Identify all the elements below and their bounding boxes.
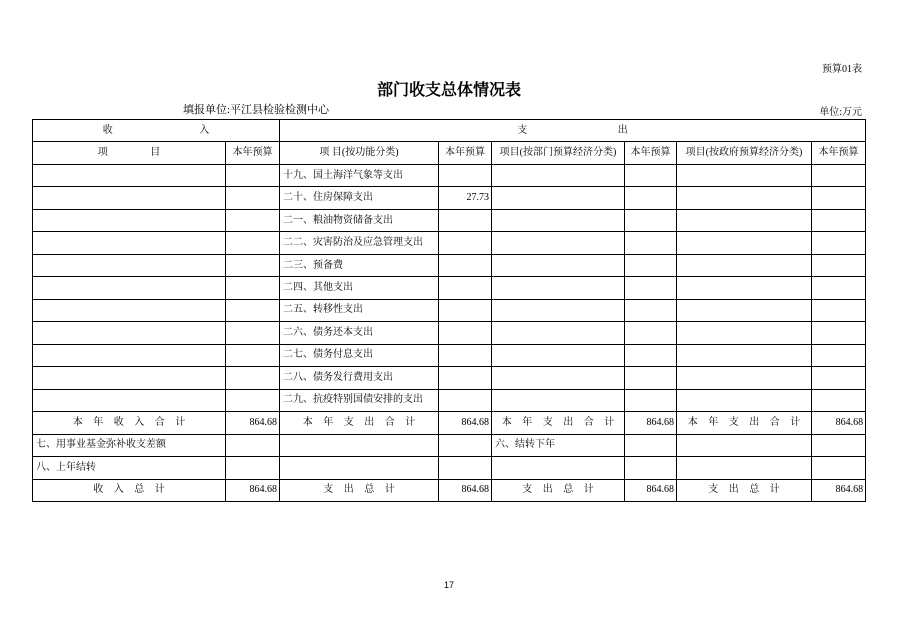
dept-economic-budget-cell xyxy=(625,434,677,456)
function-item-cell: 二六、债务还本支出 xyxy=(280,322,439,344)
gov-economic-budget-cell xyxy=(812,164,866,186)
function-budget-cell xyxy=(439,254,492,276)
function-item-cell xyxy=(280,457,439,479)
table-row xyxy=(33,277,866,299)
income-budget-cell xyxy=(226,457,280,479)
table-row xyxy=(33,322,866,344)
income-budget-cell xyxy=(226,434,280,456)
function-item-header: 项 目(按功能分类) xyxy=(280,142,439,164)
form-code: 预算01表 xyxy=(822,64,862,75)
gov-economic-budget-cell xyxy=(812,209,866,231)
function-total-label: 本 年 支 出 合 计 xyxy=(280,412,439,434)
function-total-value: 864.68 xyxy=(439,412,492,434)
income-item-cell xyxy=(33,367,226,389)
gov-economic-total-value: 864.68 xyxy=(812,412,866,434)
table-row xyxy=(33,187,866,209)
gov-economic-item-cell xyxy=(677,434,812,456)
dept-economic-item-cell xyxy=(492,232,625,254)
gov-economic-budget-cell xyxy=(812,187,866,209)
gov-economic-budget-cell xyxy=(812,277,866,299)
dept-economic-total-value: 864.68 xyxy=(625,412,677,434)
function-grand-total-value: 864.68 xyxy=(439,479,492,502)
dept-economic-item-header: 项目(按部门预算经济分类) xyxy=(492,142,625,164)
gov-economic-total-label: 本 年 支 出 合 计 xyxy=(677,412,812,434)
gov-economic-item-header: 项目(按政府预算经济分类) xyxy=(677,142,812,164)
income-budget-cell xyxy=(226,209,280,231)
income-budget-cell xyxy=(226,187,280,209)
dept-economic-item-cell xyxy=(492,322,625,344)
gov-economic-item-cell xyxy=(677,209,812,231)
gov-economic-budget-cell xyxy=(812,254,866,276)
function-item-cell: 十九、国土海洋气象等支出 xyxy=(280,164,439,186)
dept-economic-total-label: 本 年 支 出 合 计 xyxy=(492,412,625,434)
function-item-cell: 二十、住房保障支出 xyxy=(280,187,439,209)
table-row xyxy=(33,344,866,366)
dept-economic-budget-cell xyxy=(625,344,677,366)
dept-economic-item-cell xyxy=(492,277,625,299)
dept-economic-budget-cell xyxy=(625,322,677,344)
gov-economic-budget-cell xyxy=(812,389,866,411)
table-row xyxy=(33,389,866,411)
income-item-cell: 七、用事业基金弥补收支差额 xyxy=(33,434,226,456)
page-number: 17 xyxy=(443,580,454,590)
income-item-cell xyxy=(33,254,226,276)
gov-economic-item-cell xyxy=(677,187,812,209)
gov-economic-budget-header: 本年预算 xyxy=(812,142,866,164)
dept-economic-budget-cell xyxy=(625,299,677,321)
dept-economic-item-cell xyxy=(492,344,625,366)
income-item-cell xyxy=(33,209,226,231)
filling-unit: 填报单位:平江县检验检测中心 xyxy=(183,104,330,116)
function-item-cell: 二三、预备费 xyxy=(280,254,439,276)
gov-economic-item-cell xyxy=(677,344,812,366)
function-budget-header: 本年预算 xyxy=(439,142,492,164)
dept-economic-budget-cell xyxy=(625,254,677,276)
function-item-cell: 二二、灾害防治及应急管理支出 xyxy=(280,232,439,254)
income-item-header: 项 目 xyxy=(33,142,226,164)
gov-economic-budget-cell xyxy=(812,232,866,254)
table-row xyxy=(33,299,866,321)
table-row xyxy=(33,232,866,254)
dept-economic-budget-cell xyxy=(625,164,677,186)
income-budget-cell xyxy=(226,344,280,366)
income-budget-header: 本年预算 xyxy=(226,142,280,164)
dept-economic-grand-total-value: 864.68 xyxy=(625,479,677,502)
gov-economic-budget-cell xyxy=(812,434,866,456)
income-total-label: 本 年 收 入 合 计 xyxy=(33,412,226,434)
income-budget-cell xyxy=(226,164,280,186)
expense-group-header: 支 出 xyxy=(280,120,866,142)
function-item-cell: 二一、粮油物资储备支出 xyxy=(280,209,439,231)
table-row xyxy=(33,164,866,186)
income-item-cell xyxy=(33,277,226,299)
function-budget-cell xyxy=(439,389,492,411)
function-item-cell xyxy=(280,434,439,456)
gov-economic-item-cell xyxy=(677,457,812,479)
currency-unit: 单位:万元 xyxy=(819,107,862,118)
function-item-cell: 二八、债务发行费用支出 xyxy=(280,367,439,389)
gov-economic-item-cell xyxy=(677,322,812,344)
gov-economic-item-cell xyxy=(677,254,812,276)
function-budget-cell xyxy=(439,164,492,186)
dept-economic-budget-cell xyxy=(625,389,677,411)
income-budget-cell xyxy=(226,389,280,411)
income-item-cell xyxy=(33,187,226,209)
dept-economic-item-cell xyxy=(492,389,625,411)
grand-total-row xyxy=(33,479,866,502)
income-grand-total-label: 收 入 总 计 xyxy=(33,479,226,502)
gov-economic-item-cell xyxy=(677,232,812,254)
function-item-cell: 二九、抗疫特别国债安排的支出 xyxy=(280,389,439,411)
function-item-cell: 二五、转移性支出 xyxy=(280,299,439,321)
gov-economic-item-cell xyxy=(677,299,812,321)
table-row xyxy=(33,209,866,231)
income-budget-cell xyxy=(226,232,280,254)
dept-economic-budget-cell xyxy=(625,232,677,254)
table-row xyxy=(33,367,866,389)
function-budget-cell: 27.73 xyxy=(439,187,492,209)
function-budget-cell xyxy=(439,299,492,321)
income-item-cell xyxy=(33,389,226,411)
dept-economic-item-cell: 六、结转下年 xyxy=(492,434,625,456)
gov-economic-budget-cell xyxy=(812,299,866,321)
income-total-value: 864.68 xyxy=(226,412,280,434)
income-budget-cell xyxy=(226,367,280,389)
gov-economic-item-cell xyxy=(677,164,812,186)
dept-economic-item-cell xyxy=(492,367,625,389)
function-item-cell: 二七、债务付息支出 xyxy=(280,344,439,366)
dept-economic-item-cell xyxy=(492,164,625,186)
gov-economic-budget-cell xyxy=(812,344,866,366)
income-grand-total-value: 864.68 xyxy=(226,479,280,502)
dept-economic-budget-header: 本年预算 xyxy=(625,142,677,164)
budget-table xyxy=(32,119,866,502)
income-group-header: 收 入 xyxy=(33,120,280,142)
dept-economic-item-cell xyxy=(492,209,625,231)
gov-economic-budget-cell xyxy=(812,367,866,389)
function-budget-cell xyxy=(439,367,492,389)
function-budget-cell xyxy=(439,457,492,479)
income-item-cell: 八、上年结转 xyxy=(33,457,226,479)
function-budget-cell xyxy=(439,277,492,299)
income-item-cell xyxy=(33,232,226,254)
gov-economic-budget-cell xyxy=(812,322,866,344)
gov-economic-grand-total-value: 864.68 xyxy=(812,479,866,502)
dept-economic-grand-total-label: 支 出 总 计 xyxy=(492,479,625,502)
function-grand-total-label: 支 出 总 计 xyxy=(280,479,439,502)
dept-economic-budget-cell xyxy=(625,277,677,299)
income-budget-cell xyxy=(226,277,280,299)
gov-economic-item-cell xyxy=(677,389,812,411)
dept-economic-item-cell xyxy=(492,254,625,276)
gov-economic-item-cell xyxy=(677,367,812,389)
income-item-cell xyxy=(33,322,226,344)
function-budget-cell xyxy=(439,344,492,366)
function-budget-cell xyxy=(439,232,492,254)
table-row xyxy=(33,254,866,276)
gov-economic-grand-total-label: 支 出 总 计 xyxy=(677,479,812,502)
income-budget-cell xyxy=(226,322,280,344)
income-budget-cell xyxy=(226,254,280,276)
gov-economic-item-cell xyxy=(677,277,812,299)
function-item-cell: 二四、其他支出 xyxy=(280,277,439,299)
annual-total-row xyxy=(33,412,866,434)
gov-economic-budget-cell xyxy=(812,457,866,479)
group-header-row xyxy=(33,120,866,142)
dept-economic-budget-cell xyxy=(625,187,677,209)
dept-economic-budget-cell xyxy=(625,209,677,231)
income-item-cell xyxy=(33,344,226,366)
column-header-row xyxy=(33,142,866,164)
income-item-cell xyxy=(33,299,226,321)
function-budget-cell xyxy=(439,209,492,231)
table-row xyxy=(33,434,866,456)
function-budget-cell xyxy=(439,322,492,344)
income-budget-cell xyxy=(226,299,280,321)
page-title: 部门收支总体情况表 xyxy=(376,82,521,99)
dept-economic-budget-cell xyxy=(625,457,677,479)
income-item-cell xyxy=(33,164,226,186)
dept-economic-item-cell xyxy=(492,457,625,479)
function-budget-cell xyxy=(439,434,492,456)
dept-economic-budget-cell xyxy=(625,367,677,389)
dept-economic-item-cell xyxy=(492,299,625,321)
dept-economic-item-cell xyxy=(492,187,625,209)
table-row xyxy=(33,457,866,479)
